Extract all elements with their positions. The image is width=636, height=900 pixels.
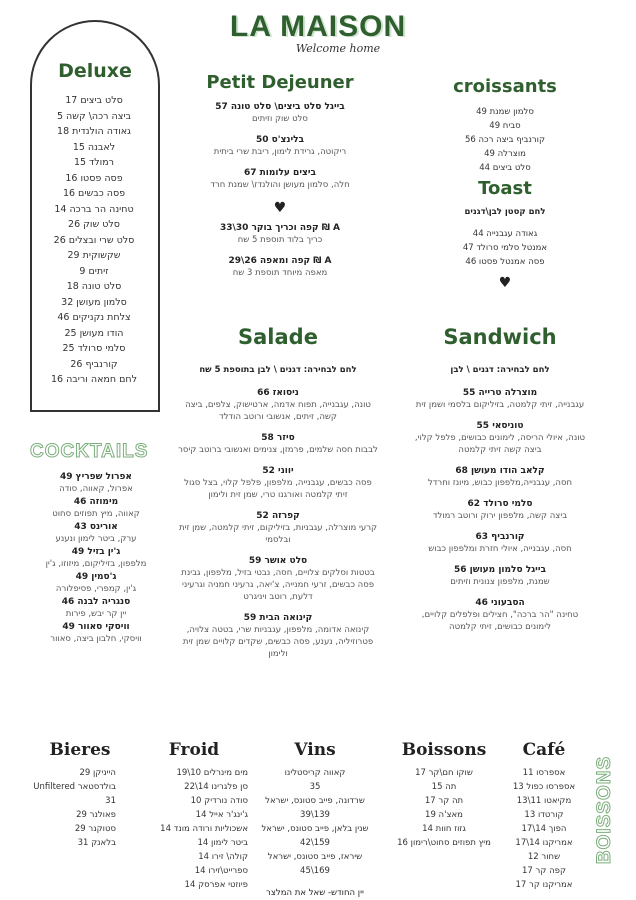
menu-item [190, 134, 370, 158]
list-item: פיוזטי אפרסק 14 [184, 880, 248, 890]
list-item: בולדסטאר Unfiltered 31 [33, 782, 116, 806]
list-item: גאודה עגבנייה 44 [472, 229, 538, 239]
heart-icon: ♥ [273, 200, 287, 216]
list-item: אשכוליות ורודה מונד 14 [160, 824, 248, 834]
boissons-section [390, 740, 498, 850]
salade-items [178, 387, 378, 660]
menu-item [410, 564, 590, 588]
bieres-section [30, 740, 130, 850]
menu-item-desc: ג'ין, קמפרי, פסיפלורה [55, 584, 137, 594]
list-item: סטוקנר 29 [74, 824, 116, 834]
menu-item-name: סלט אושר 59 [248, 556, 308, 566]
menu-item-name: ניסואז 66 [257, 388, 299, 398]
list-item: 159\42 [300, 838, 330, 848]
list-item: מים מינרלים 10\19 [176, 768, 248, 778]
menu-item-name: סיזר 58 [261, 433, 295, 443]
list-item: קולה\ זירו 14 [198, 852, 248, 862]
list-item: פסה פסטו 16 [65, 172, 123, 184]
menu-item [32, 546, 160, 570]
petit-title: Petit Dejeuner [206, 72, 354, 93]
menu-item-name: קלאב הודו מעושן 68 [455, 466, 545, 476]
brand-tagline: Welcome home [295, 42, 381, 55]
boissons-vertical-label [590, 744, 620, 884]
boissons-vertical-text: BOISSONS [594, 755, 615, 865]
sandwich-section [410, 325, 590, 642]
menu-item [32, 496, 160, 520]
list-item: אספרסו כפול 13 [512, 782, 576, 792]
list-item: פסה כבשים 16 [62, 188, 126, 199]
menu-item-desc: בטטות וסלקים צלויים, חסה, נבטי בזיל, מלפפון, גבינת פסה כבשים, זרעי חמנייה, צ'יאה, גרעיני חמניה וגרעיני דלעת, רוטב ויניגרט [181, 568, 375, 602]
list-item: בלאנק 31 [77, 838, 116, 848]
menu-item-name: סלמי סרולד 62 [467, 499, 533, 509]
froid-title: Froid [168, 740, 220, 760]
menu-item [190, 167, 370, 191]
menu-item [178, 432, 378, 456]
vins-title: Vins [294, 740, 336, 760]
list-item: אספרסו 11 [522, 768, 566, 778]
menu-item-desc: חסה, עגבנייה, איולי חזרת ומלפפון כבוש [428, 544, 572, 554]
menu-item [32, 571, 160, 595]
brand-title: LA MAISON [229, 10, 407, 43]
list-item: לחם חמאה וריבה 16 [50, 374, 138, 385]
list-item: פאולנר 29 [76, 810, 116, 820]
menu-item [190, 222, 370, 246]
menu-item [178, 555, 378, 603]
menu-item-desc: ביצה קשה, מלפפון ירוק ורוטב רמולד [432, 511, 568, 521]
menu-item-desc: וויסקי, חלבון ביצה, סאוור [50, 634, 142, 644]
list-item: תה 15 [431, 782, 457, 792]
list-item: סודה נורדיק 10 [190, 796, 248, 806]
menu-item-name: ביצים עלומות 67 [243, 168, 316, 178]
list-item: שנין בלאן, פייב סטונס, ישראל [261, 824, 369, 834]
list-item: 169\45 [300, 866, 330, 876]
list-item: סלמי סרולד 25 [62, 343, 126, 354]
menu-item-desc: חלה, סלמון מעושן והולנדז\ שמנת חרד [210, 180, 350, 190]
list-item: מוצרלה 49 [484, 149, 526, 159]
toast-note: לחם קסטן לבן\דגנים [464, 207, 546, 217]
menu-item-desc: אפרול, קאווה, סודה [59, 484, 133, 494]
list-item: צלחת נקניקים 46 [57, 312, 131, 323]
croissants-section [430, 76, 580, 175]
list-item: סלמון שמנת 49 [476, 107, 534, 117]
cocktails-title: COCKTAILS [30, 441, 149, 462]
menu-item-name: בייגל סלמון מעושן 56 [454, 565, 546, 575]
list-item: תה קר 17 [424, 796, 464, 806]
menu-item-name: מוצרלה טרייה 55 [462, 388, 538, 398]
menu-item-name: וויסקי סאוור 49 [62, 622, 130, 632]
cafe-section [503, 740, 585, 892]
vins-footer: יין החודש- שאל את המלצר [266, 888, 364, 898]
menu-item-name: אורינס 43 [74, 522, 118, 532]
list-item: שקשוקית 29 [67, 250, 121, 261]
list-item: ספרייט\זירו 14 [194, 866, 248, 876]
list-item: אמנטל סלמי סרולד 47 [462, 243, 548, 253]
list-item: קפה קר 17 [522, 866, 566, 876]
menu-item-name: מימוזה 46 [73, 497, 119, 507]
cocktails-list [32, 471, 160, 646]
bieres-list [30, 766, 130, 850]
heart-icon: ♥ [498, 275, 512, 291]
list-item: הייניקן 29 [79, 768, 116, 778]
menu-item-name: סנגריה לבנה 46 [61, 597, 131, 607]
list-item: שוקו חם\קר 17 [415, 768, 473, 778]
list-item: אמריקנו קר 17 [515, 880, 573, 890]
toast-title: Toast [478, 178, 532, 199]
list-item: גזוז חוות 14 [422, 824, 466, 834]
menu-item-desc: יין קר יבש, פירות [65, 609, 127, 619]
menu-item-name: ג'ין בזיל 49 [71, 547, 121, 557]
menu-item [190, 255, 370, 279]
menu-item [32, 471, 160, 495]
salade-section [178, 325, 378, 669]
menu-item-desc: לבבות חסה שלמים, פרמזן, צנימים ואנשובי ברוטב קיסר [178, 445, 378, 455]
list-item: הודו מעושן 25 [64, 327, 124, 339]
list-item: רמולד 15 [73, 157, 115, 168]
froid-section [140, 740, 248, 892]
sandwich-title: Sandwich [443, 325, 557, 349]
menu-item [32, 621, 160, 645]
menu-item-desc: ערק, ביטר לימון ונענע [55, 534, 137, 544]
cafe-list [503, 766, 585, 892]
deluxe-list [40, 93, 148, 388]
cafe-title: Café [522, 740, 566, 760]
menu-item-name: בייגל סלט ביצים\ סלט טונה 57 [215, 102, 345, 112]
list-item: מקיאטו 11\13 [516, 796, 572, 806]
petit-section [190, 72, 370, 288]
list-item: ביצה רכה\ קשה 5 [56, 110, 132, 122]
salade-note: לחם לבחירה: דגנים \ לבן בתוספת 5 שח [199, 365, 357, 375]
list-item: שחור 12 [527, 852, 561, 862]
sandwich-note: לחם לבחירה: דגנים \ לבן [450, 365, 550, 375]
menu-item-desc: עגבנייה, זיתי קלמטה, בזיליקום בלסמי ושמן זית [415, 400, 585, 410]
menu-item-name: קינואה הבית 59 [243, 613, 313, 623]
deluxe-title: Deluxe [58, 60, 132, 82]
menu-item [32, 596, 160, 620]
menu-item [32, 521, 160, 545]
menu-item-name: בלינצ'ס 50 [255, 135, 305, 145]
menu-item [410, 597, 590, 633]
menu-item-name: קפרזה 52 [256, 511, 300, 521]
toast-section [430, 178, 580, 291]
list-item: 35 [309, 782, 321, 792]
list-item: סלמון מעושן 32 [61, 296, 127, 308]
menu-item [410, 420, 590, 456]
menu-item-desc: מלפפון, בזיליקום, מיזוזו, ג'ין [45, 559, 147, 569]
menu-item-name: ג'סמין 49 [75, 572, 117, 582]
menu-item-desc: סלט שוק וזיתים [252, 114, 308, 124]
menu-item-desc: ריקוטה, גרידת לימון, ריבת שרי ביתית [213, 147, 347, 157]
menu-item-desc: טונה, איולי הריסה, לימונים כבושים, פלפל קלוי, ביצה קשה זיתי קלמטה [414, 433, 586, 455]
menu-item [410, 498, 590, 522]
croissants-title: croissants [453, 76, 557, 97]
menu-item-name: A ₪ קפה וכריך בוקר 30\33 [220, 223, 340, 233]
petit-coffee [190, 222, 370, 279]
menu-item [178, 510, 378, 546]
list-item: שרדונה, פייב סטונס, ישראל [265, 796, 365, 806]
menu-item-desc: שמנת, מלפפון צנונית וזיתים [450, 577, 550, 587]
boissons-title: Boissons [401, 740, 487, 760]
boissons-list [390, 766, 498, 850]
menu-item-name: קורנביף 63 [475, 532, 525, 542]
list-item: מיץ תפוזים סחוט\רימון 16 [397, 838, 491, 848]
list-item: טחינה הר ברכה 14 [54, 203, 134, 215]
list-item: לאבנה 15 [72, 141, 116, 153]
salade-title: Salade [238, 325, 318, 349]
menu-item-desc: קינואה אדומה, מלפפון, עגבניות שרי, בטטה צלויה, פטרוזיליה, נענע, פסה כבשים, שקדים קלויים שמן זית ולימון [182, 625, 374, 659]
menu-item [410, 465, 590, 489]
menu-item-desc: חסה, עגבנייה,מלפפון כבוש, מיונז וחרדל [427, 478, 573, 488]
menu-item-desc: מאפה מיוחד תוספת 3 שח [232, 268, 328, 278]
menu-item-name: אפרול שפריץ 49 [60, 472, 132, 482]
menu-item-desc: כריך בלוד תוספת 5 שח [237, 235, 323, 245]
menu-item [410, 531, 590, 555]
bieres-title: Bieres [49, 740, 111, 760]
list-item: פסה אמנטל פסטו 46 [465, 257, 545, 267]
menu-item-name: הסבעוני 46 [475, 598, 525, 608]
menu-item-name: טוניסאי 55 [476, 421, 524, 431]
list-item: שיראז, פייב סטונס, ישראל [267, 852, 363, 862]
vins-list [255, 766, 375, 878]
list-item: גאודה הולנדית 18 [57, 126, 131, 137]
list-item: סלט ביצים 44 [479, 163, 531, 173]
menu-item-desc: קרעי מוצרלה, עגבניות, בזיליקום, זיתי קלמטה, שמן זית ובלסמי [178, 523, 378, 545]
list-item: ביטר לימון 14 [197, 838, 248, 848]
menu-item-desc: טונה, עגבנייה, תפוח אדמה, ארטישוק, צלפים, ביצה קשה, זיתים, אנשובי ורוטב הודלד [185, 400, 371, 422]
list-item: אמריקנו 14\17 [515, 838, 573, 848]
list-item: קאווה קריסטלינו [284, 768, 346, 778]
list-item: קורנביף ביצה רכה 56 [465, 135, 545, 145]
list-item: סלט ביצים 17 [65, 95, 123, 106]
list-item: סלט טונה 18 [66, 281, 122, 292]
menu-item [190, 101, 370, 125]
vins-section [255, 740, 375, 898]
sandwich-items [410, 387, 590, 633]
list-item: הפוך 14\17 [521, 824, 567, 834]
froid-list [140, 766, 248, 892]
list-item: סלט שרי ובצלים 26 [53, 234, 135, 246]
petit-items [190, 101, 370, 191]
list-item: סלט שוק 26 [68, 219, 120, 230]
list-item: זיתים 9 [79, 265, 109, 277]
list-item: סן פלגרינו 14\22 [184, 782, 248, 792]
menu-item-desc: פסה כבשים, עגבנייה, מלפפון, פלפל קלוי, בצל סגול זיתי קלמטה ואורגנו טרי, שמן זית ולימון [184, 478, 372, 500]
menu-item [178, 387, 378, 423]
menu-item [410, 387, 590, 411]
croissants-list [430, 105, 580, 175]
menu-item-desc: טחינה "הר ברכה", חצילים ופלפלים קלויים, לימונים כבושים, זיתי קלמטה [421, 610, 579, 632]
menu-item-desc: קאווה, מיץ תפוזים סחוט [52, 509, 140, 519]
list-item: ג'ינג'ר אייל 14 [195, 810, 248, 820]
toast-list [430, 227, 580, 269]
list-item: קורנביף 26 [70, 358, 118, 370]
menu-item [178, 612, 378, 660]
list-item: 139\39 [300, 810, 330, 820]
menu-item-name: A ₪ קפה ומאפה 26\29 [228, 256, 332, 266]
list-item: מאצ'ה 19 [425, 810, 463, 820]
list-item: סביח 49 [489, 121, 521, 131]
list-item: קורטדו 13 [524, 810, 564, 820]
menu-item-name: יווני 52 [262, 466, 294, 476]
menu-item [178, 465, 378, 501]
